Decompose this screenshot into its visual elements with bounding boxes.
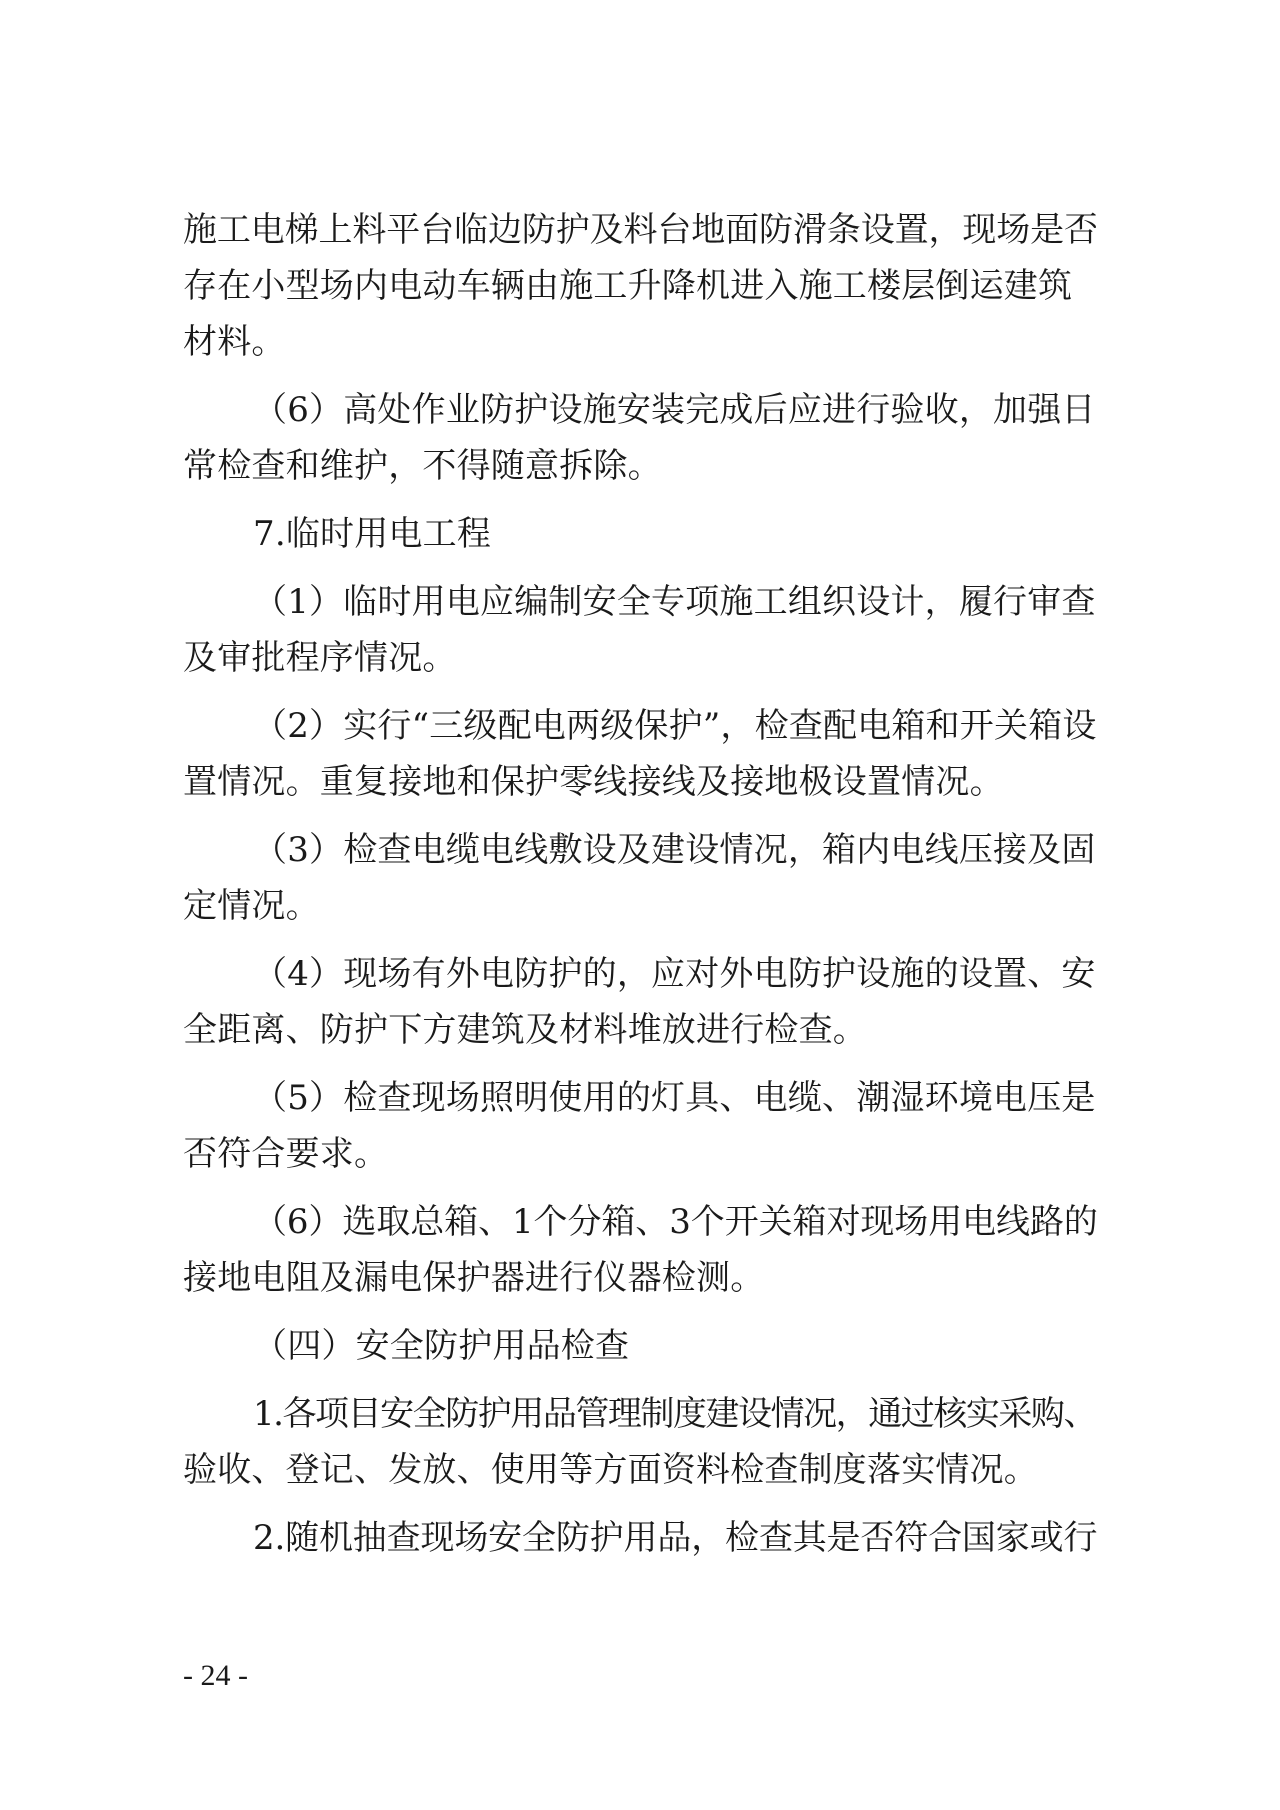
text-line: （3）检查电缆电线敷设及建设情况，箱内电线压接及固 (253, 830, 1096, 870)
text-line: （5）检查现场照明使用的灯具、电缆、潮湿环境电压是 (253, 1078, 1096, 1118)
text-line: 常检查和维护，不得随意拆除。 (183, 446, 662, 486)
text-line: 定情况。 (183, 886, 320, 926)
text-line: （4）现场有外电防护的，应对外电防护设施的设置、安 (253, 954, 1096, 994)
text-line: 施工电梯上料平台临边防护及料台地面防滑条设置，现场是否 (183, 210, 1098, 250)
page-number: - 24 - (183, 1659, 248, 1692)
section-heading: （四）安全防护用品检查 (253, 1326, 630, 1366)
text-line: 否符合要求。 (183, 1134, 389, 1174)
text-line: 2.随机抽查现场安全防护用品，检查其是否符合国家或行 (253, 1518, 1098, 1558)
text-line: （1）临时用电应编制安全专项施工组织设计，履行审查 (253, 582, 1096, 622)
text-line: 接地电阻及漏电保护器进行仪器检测。 (183, 1258, 765, 1298)
text-line: （6）选取总箱、1个分箱、3个开关箱对现场用电线路的 (253, 1202, 1098, 1242)
section-heading: 7.临时用电工程 (253, 514, 492, 554)
text-line: 全距离、防护下方建筑及材料堆放进行检查。 (183, 1010, 867, 1050)
text-line: 材料。 (183, 322, 286, 362)
text-line: 及审批程序情况。 (183, 638, 457, 678)
text-line: （2）实行“三级配电两级保护”，检查配电箱和开关箱设 (253, 706, 1097, 746)
text-line: 验收、登记、发放、使用等方面资料检查制度落实情况。 (183, 1450, 1038, 1490)
text-line: 1.各项目安全防护用品管理制度建设情况，通过核实采购、 (253, 1394, 1096, 1434)
text-line: 存在小型场内电动车辆由施工升降机进入施工楼层倒运建筑 (183, 266, 1073, 306)
text-line: 置情况。重复接地和保护零线接线及接地极设置情况。 (183, 762, 1004, 802)
text-line: （6）高处作业防护设施安装完成后应进行验收，加强日 (253, 390, 1096, 430)
